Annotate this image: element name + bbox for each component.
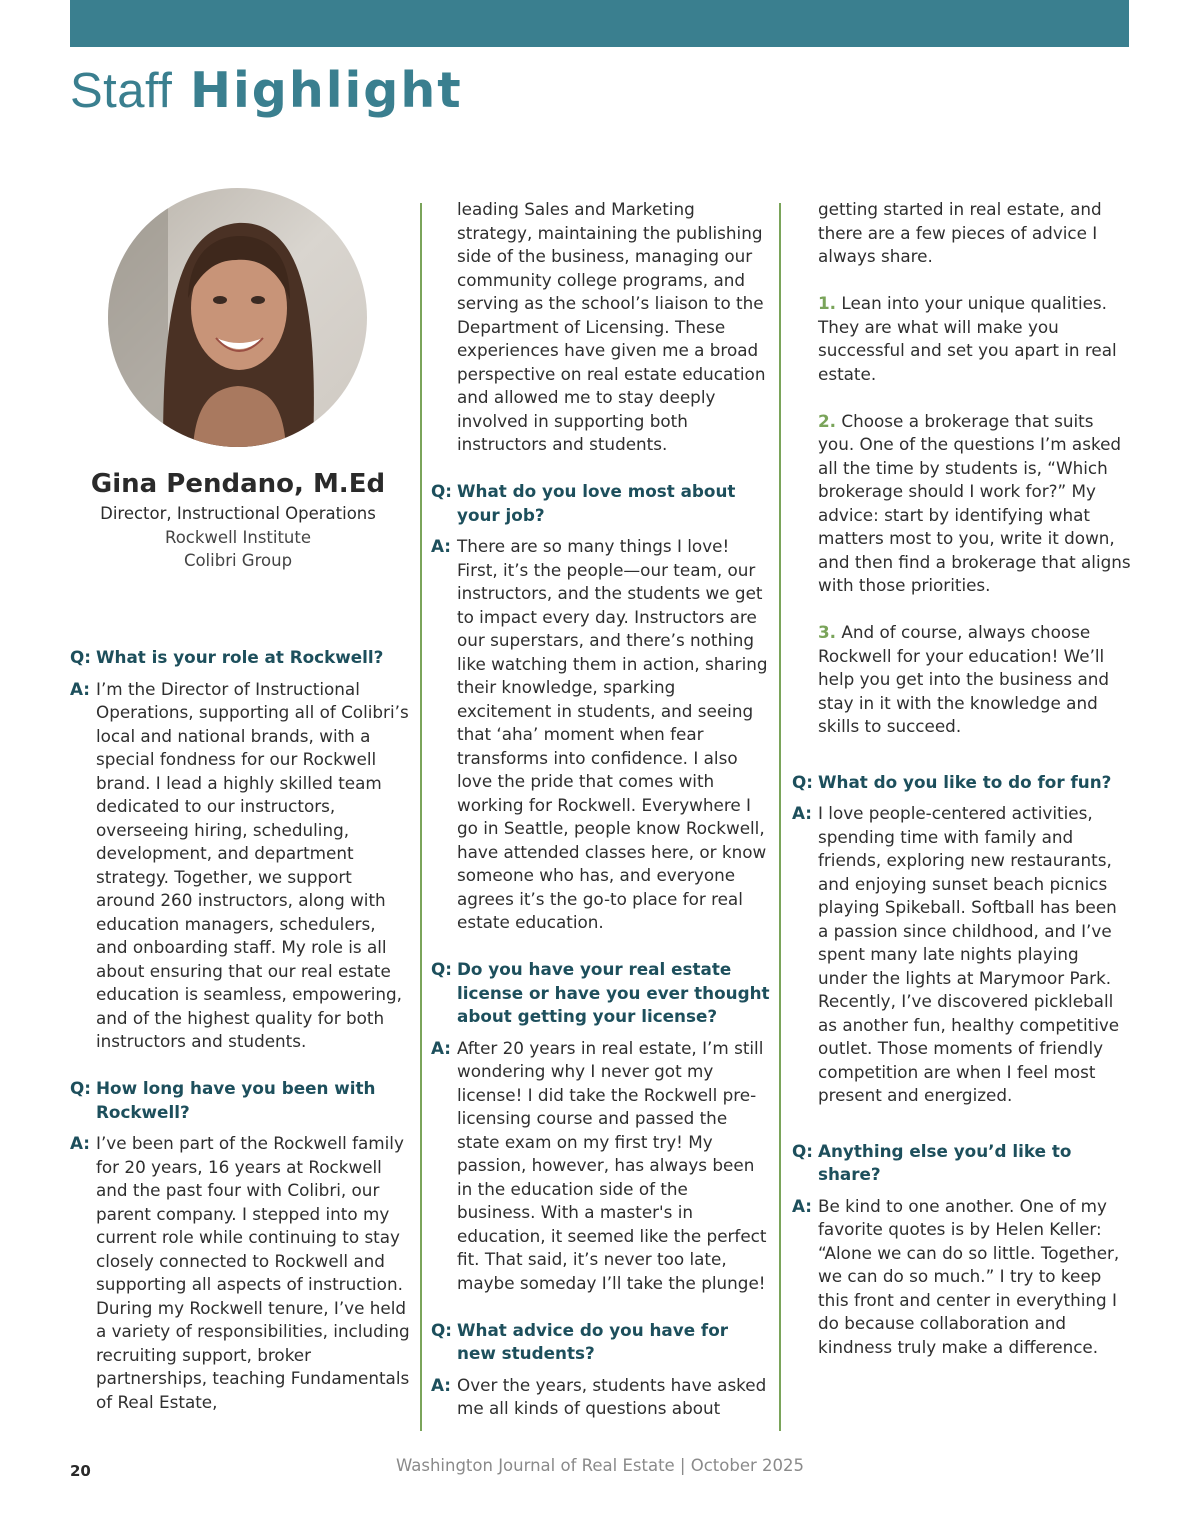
column-divider xyxy=(779,203,781,1431)
question-text: What do you love most about your job? xyxy=(457,481,736,525)
answer xyxy=(792,802,1132,1108)
answer xyxy=(431,1037,771,1296)
column-divider xyxy=(420,203,422,1431)
portrait-image xyxy=(108,188,367,447)
answer-continuation: leading Sales and Marketing strategy, maintaining the publishing side of the business, managing our community college programs, and serving as the school’s liaison to the Department of Licensing. These experiences have given me a broad perspective on real estate education and allowed me to stay deeply involved in supporting both instructors and students. xyxy=(457,199,766,454)
tip-number: 2. xyxy=(818,410,837,431)
question xyxy=(70,1077,410,1124)
answer xyxy=(792,1195,1132,1360)
answer-text: After 20 years in real estate, I’m still wondering why I never got my license! I did take the Rockwell pre-licensing course and passed the state exam on my first try! My passion, however, has always been in the education side of the business. With a master's in education, it seemed like the perfect fit. That said, it’s never too late, maybe someday I’ll take the plunge! xyxy=(457,1037,767,1293)
question xyxy=(431,480,771,527)
answer-label: A: xyxy=(70,1133,91,1153)
question-label: Q: xyxy=(431,481,452,501)
tip-text: And of course, always choose Rockwell for your education! We’ll help you get into the business and stay in it with the knowledge and skills to succeed. xyxy=(818,622,1110,736)
answer-text: Be kind to one another. One of my favorite quotes is by Helen Keller: “Alone we can do so little. Together, we can do so much.” I try to keep this front and center in everything I do because collaboration and kindness truly make a difference. xyxy=(818,1195,1120,1357)
question-text: How long have you been with Rockwell? xyxy=(96,1078,376,1122)
column-right xyxy=(792,198,1132,1383)
question-text: What is your role at Rockwell? xyxy=(96,647,384,667)
qa-block xyxy=(431,1319,771,1421)
answer-label: A: xyxy=(70,678,91,699)
page-title-bold: Highlight xyxy=(189,62,463,119)
question-text: What do you like to do for fun? xyxy=(818,771,1112,792)
question-label: Q: xyxy=(70,647,91,667)
question-label: Q: xyxy=(792,1140,813,1161)
question xyxy=(792,771,1132,795)
answer-label: A: xyxy=(431,1037,452,1058)
profile-name: Gina Pendano, M.Ed xyxy=(90,469,386,499)
answer-label: A: xyxy=(792,803,813,823)
qa-block xyxy=(70,646,410,1054)
qa-block xyxy=(792,1140,1132,1360)
profile-card xyxy=(70,466,406,573)
answer-text: I’ve been part of the Rockwell family for 20 years, 16 years at Rockwell and the past four with Colibri, our parent company. I stepped into my current role while continuing to stay closely connected to Rockwell and supporting all aspects of instruction. During my Rockwell tenure, I’ve held a variety of responsibilities, including recruiting support, broker partnerships, teaching Fundamentals of Real Estate, xyxy=(96,1133,410,1412)
question xyxy=(431,958,771,1029)
profile-role: Director, Instructional Operations xyxy=(100,504,376,523)
page-number: 20 xyxy=(70,1462,91,1480)
profile-photo xyxy=(108,188,367,447)
tip-text: Lean into your unique qualities. They are what will make you successful and set you apart in real estate. xyxy=(818,293,1117,384)
answer-text: I’m the Director of Instructional Operations, supporting all of Colibri’s local and national brands, with a special fondness for our Rockwell brand. I lead a highly skilled team dedicated to our instructors, overseeing hiring, scheduling, development, and department strategy. Together, we support around 260 instructors, along with education managers, schedulers, and onboarding staff. My role is all about ensuring that our real estate education is seamless, empowering, and of the highest quality for both instructors and students. xyxy=(96,678,409,1051)
question-text: Do you have your real estate license or have you ever thought about getting your license? xyxy=(457,959,770,1026)
profile-org: Rockwell Institute xyxy=(164,527,312,547)
question-label: Q: xyxy=(431,959,452,979)
profile-parent-org: Colibri Group xyxy=(183,551,293,570)
column-middle xyxy=(431,198,771,1444)
question-label: Q: xyxy=(792,771,813,792)
page-title-light: Staff xyxy=(70,64,173,118)
answer-text: Over the years, students have asked me all kinds of questions about xyxy=(457,1374,767,1418)
column-left xyxy=(70,646,410,1438)
answer-text: I love people-centered activities, spending time with family and friends, exploring new restaurants, and enjoying sunset beach picnics playing Spikeball. Softball has been a passion since childhood, and I’ve spent many late nights playing under the lights at Marymoor Park. Recently, I’ve discovered pickleball as another fun, healthy competitive outlet. Those moments of friendly competition are when I feel most present and energized. xyxy=(818,803,1120,1105)
qa-block xyxy=(431,958,771,1295)
question xyxy=(70,646,410,670)
tip-number: 3. xyxy=(818,622,837,642)
tip-text: Choose a brokerage that suits you. One of the questions I’m asked all the time by students is, “Which brokerage should I work for?” My advice: start by identifying what matters most to you, write it down, and then find a brokerage that aligns with those priorities. xyxy=(818,410,1131,595)
answer-label: A: xyxy=(792,1195,813,1216)
page-title xyxy=(70,62,463,119)
answer xyxy=(70,678,410,1054)
question xyxy=(431,1319,771,1366)
answer-text: There are so many things I love! First, it’s the people—our team, our instructors, and the students we get to impact every day. Instructors are our superstars, and there’s nothing like watching them in action, sharing their knowledge, sparking excitement in students, and seeing that ‘aha’ moment when fear transforms into confidence. I also love the pride that comes with working for Rockwell. Everywhere I go in Seattle, people know Rockwell, have attended classes here, or know someone who has, and everyone agrees it’s the go-to place for real estate education. xyxy=(457,536,768,932)
tip-number: 1. xyxy=(818,293,837,313)
question-label: Q: xyxy=(70,1078,91,1098)
advice-tip xyxy=(792,621,1132,739)
answer xyxy=(70,1132,410,1414)
advice-tip xyxy=(792,410,1132,598)
qa-block xyxy=(70,1077,410,1414)
header-bar xyxy=(70,0,1129,47)
question-text: What advice do you have for new students? xyxy=(457,1319,729,1363)
question-text: Anything else you’d like to share? xyxy=(818,1140,1072,1184)
qa-block xyxy=(792,771,1132,1108)
answer-label: A: xyxy=(431,536,452,556)
qa-block xyxy=(431,480,771,935)
question xyxy=(792,1140,1132,1187)
answer-continuation: getting started in real estate, and there are a few pieces of advice I always share. xyxy=(818,199,1102,266)
advice-tip xyxy=(792,292,1132,386)
question-label: Q: xyxy=(431,1319,452,1340)
answer xyxy=(431,535,771,935)
footer-journal: Washington Journal of Real Estate | October 2025 xyxy=(395,1456,805,1475)
answer-label: A: xyxy=(431,1374,452,1395)
answer xyxy=(431,1374,771,1421)
